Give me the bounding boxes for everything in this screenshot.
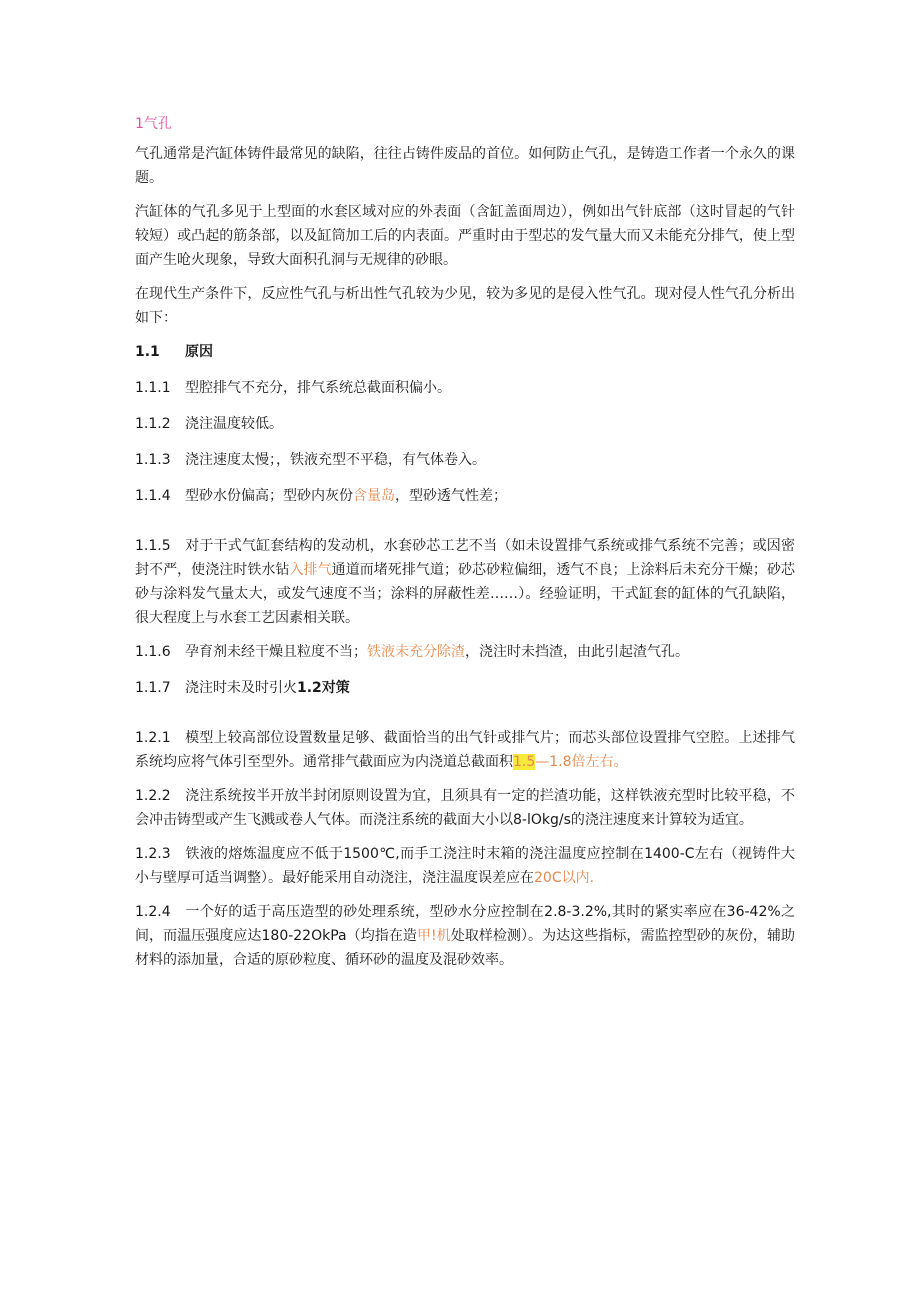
item-text: 浇注系统按半开放半封闭原则设置为宜，且须具有一定的拦渣功能，这样铁液充型时比较平稳，不会冲击铸型或产生飞溅或卷人气体。而浇注系统的截面大小以 — [135, 788, 795, 828]
item-text-value: 36-42% — [726, 904, 781, 920]
item-text: ,而手工浇注时末箱的浇注温度应控制在 — [395, 846, 645, 862]
item-text: 左右（视铸件大小与壁厚可适当调整）。最好能采用自动浇注，浇注温度误差应在 — [135, 846, 796, 886]
subsection-heading-1-2: 1.2对策 — [297, 680, 350, 696]
item-text-accent: 含量岛 — [353, 488, 395, 504]
item-text-accent: —1.8倍左右。 — [535, 754, 628, 770]
item-text: 对于干式气缸套结构的发动机，水套砂芯工艺不当（如未设置排气系统或排气系统不完善；或因密封不严，使浇注时铁水钻 — [135, 538, 795, 578]
intro-paragraph-2: 汽缸体的气孔多见于上型面的水套区域对应的外表面（含缸盖面周边），例如出气针底部（这时冒起的气针较短）或凸起的筋条部，以及缸筒加工后的内表面。严重时由于型芯的发气量大而又未能充分排气，使上型面产生呛火现象，导致大面积孔洞与无规律的砂眼。 — [135, 204, 795, 268]
document-page — [135, 112, 795, 982]
cause-item-1-1-6 — [135, 640, 795, 664]
item-text: 浇注速度太慢；，铁液充型不平稳，有气体卷入。 — [185, 452, 486, 468]
item-text-highlight: 1.5 — [513, 754, 536, 770]
measure-item-1-2-2 — [135, 784, 795, 832]
cause-item-1-1-1 — [135, 376, 795, 400]
spacer — [135, 520, 795, 534]
item-text-accent: 铁液未充分除渣 — [367, 644, 465, 660]
item-number: 1.2.1 — [135, 730, 171, 746]
item-number: 1.1.5 — [135, 538, 171, 554]
item-text-value: 1500℃ — [343, 846, 396, 862]
item-text: 型砂水份偏高；型砂内灰份 — [185, 488, 353, 504]
intro-paragraph-1: 气孔通常是汽缸体铸件最常见的缺陷，往往占铸件废品的首位。如何防止气孔，是铸造工作者一个永久的课题。 — [135, 146, 795, 186]
measure-item-1-2-3 — [135, 842, 795, 890]
item-number: 1.2.2 — [135, 788, 171, 804]
spacer — [135, 712, 795, 726]
cause-item-1-1-5 — [135, 534, 795, 630]
item-text-accent: 甲!机 — [416, 928, 451, 944]
item-text: 型腔排气不充分，排气系统总截面积偏小。 — [185, 380, 451, 396]
item-text-tail: 的浇注速度来计算较为适宜。 — [570, 812, 753, 828]
item-text: 一个好的适于高压造型的砂处理系统，型砂水分应控制在 — [185, 904, 545, 920]
item-text-value: 2.8-3.2% — [544, 904, 608, 920]
item-text-tail: 处取样检测）。为达这些指标，需监控型砂的灰份，辅助材料的添加量，合适的原砂粒度、循环砂的温度及混砂效率。 — [135, 928, 796, 968]
item-text: 浇注温度较低。 — [185, 416, 283, 432]
item-text: （均指在造 — [346, 928, 417, 944]
item-text-tail: ，浇注时未挡渣，由此引起渣气孔。 — [465, 644, 689, 660]
item-text: 之间，而温压强度应达 — [135, 904, 796, 944]
item-number: 1.2.4 — [135, 904, 171, 920]
item-number: 1.1.1 — [135, 380, 171, 396]
item-text-accent: 入排气 — [289, 562, 332, 578]
item-number: 1.2.3 — [135, 846, 171, 862]
measure-item-1-2-1 — [135, 726, 795, 774]
cause-item-1-1-3 — [135, 448, 795, 472]
subsection-label: 原因 — [185, 344, 213, 360]
cause-item-1-1-7 — [135, 676, 795, 700]
cause-item-1-1-2 — [135, 412, 795, 436]
item-text: 浇注时未及时引火 — [185, 680, 297, 696]
item-number: 1.1.7 — [135, 680, 171, 696]
item-text-accent: 20C以内. — [534, 870, 595, 886]
item-number: 1.1.3 — [135, 452, 171, 468]
item-text-value: 180-22OkPa — [261, 928, 347, 944]
subsection-heading-1-1 — [135, 340, 795, 364]
item-text: 孕育剂未经干燥且粒度不当； — [185, 644, 367, 660]
subsection-number: 1.1 — [135, 344, 160, 360]
section-title: 1气孔 — [135, 116, 172, 132]
item-number: 1.1.6 — [135, 644, 171, 660]
item-text-tail: 通道而堵死排气道；砂芯砂粒偏细，透气不良；上涂料后未充分干燥；砂芯砂与涂料发气量太大，或发气速度不当；涂料的屏蔽性差……）。经验证明，干式缸套的缸体的气孔缺陷，很大程度上与水套工艺因素相关联。 — [135, 562, 796, 626]
item-text-value: 1400-C — [644, 846, 695, 862]
item-number: 1.1.2 — [135, 416, 171, 432]
intro-paragraph-3: 在现代生产条件下，反应性气孔与析出性气孔较为少见，较为多见的是侵入性气孔。现对侵人性气孔分析出如下： — [135, 286, 795, 326]
item-text-tail: ，型砂透气性差； — [395, 488, 507, 504]
item-text: 铁液的熔炼温度应不低于 — [185, 846, 344, 862]
item-number: 1.1.4 — [135, 488, 171, 504]
cause-item-1-1-4 — [135, 484, 795, 508]
item-text-value: 8-lOkg/s — [513, 812, 571, 828]
item-text: 模型上较高部位设置数量足够、截面恰当的出气针或排气片；而芯头部位设置排气空腔。上述排气系统均应将气体引至型外。通常排气截面应为内浇道总截面积 — [135, 730, 795, 770]
measure-item-1-2-4 — [135, 900, 795, 972]
item-text: ,其时的紧实率应在 — [607, 904, 727, 920]
